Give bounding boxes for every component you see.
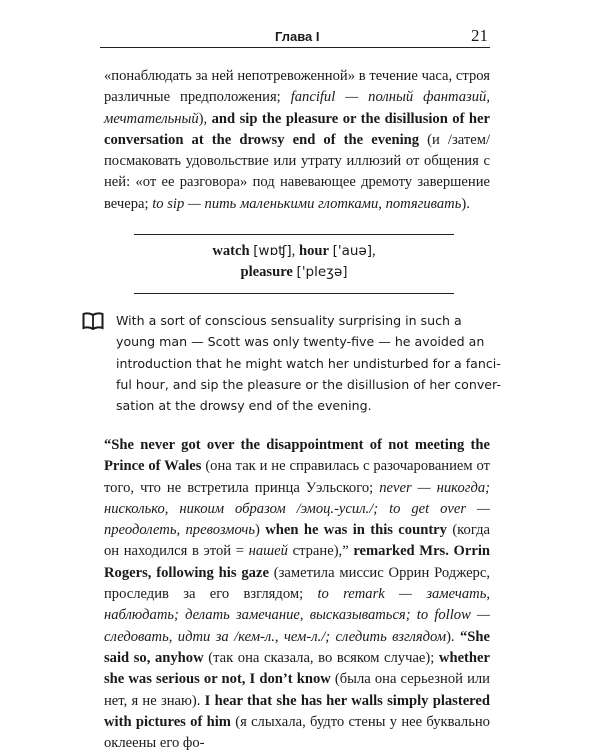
pron-word: pleasure [240, 264, 293, 280]
glossary-term: to remark — замечать, наблюдать; делать замечание, высказываться; to follow — следовать, идти за /кем-л., чем-л./; следить взглядом [104, 586, 490, 645]
text: (и /затем/ посмаковать удовольствие или утрату иллюзий от общения с ней: «от ее разговора» под навевающее дремоту завершение вечера; [104, 131, 490, 212]
source-phrase: and sip the pleasure or the disillusion of her conversation at the drowsy end of the evening [104, 110, 490, 148]
glossary-term: нашей [248, 543, 288, 560]
pronunciation-line: watch [wɒʧ], hour ['auə], [212, 243, 376, 259]
text: ), [198, 110, 212, 127]
pronunciation-rule-bottom [134, 293, 454, 294]
source-phrase: whether she was serious or not, I don’t know [104, 649, 490, 688]
pron-ipa: ['pleʒə] [296, 264, 348, 280]
page-number: 21 [471, 26, 488, 45]
chapter-title: Глава I [275, 29, 320, 44]
header-rule [100, 47, 490, 48]
text: ). [461, 195, 470, 212]
english-line: introduction that he might watch her undisturbed for a fanci- [116, 355, 501, 371]
pron-ipa: [wɒʧ] [253, 243, 292, 259]
glossary-term: never — никогда; нисколько, никоим образом /эмоц.-усил./; to get over — преодолеть, превозмочь [104, 479, 490, 539]
paragraph-commentary-1 [104, 66, 490, 215]
english-line: With a sort of conscious sensuality surprising in such a [116, 313, 462, 328]
pron-word: watch [212, 243, 250, 259]
pron-word: hour [298, 243, 329, 259]
glossary-term: fanciful — полный фантазий, мечтательный [104, 89, 490, 127]
paragraph-commentary-2: “She never got over the disappointment of not meeting the Prince of Wales (она так и не справилась с разочарованием от того, что не встретила принца Уэльского; never — никогда; нисколько, никоим образом /эмоц.-усил./; to get over — преодолеть, превозмочь) when he was in this country (когда он находился в этой = нашей стране),” remarked Mrs. Orrin Rogers, following his gaze (заметила миссис Оррин Роджерс, проследив за его взглядом; to remark — замечать, наблюдать; делать замечание, высказываться; to follow — следовать, идти за /кем-л., чем-л./; следить взглядом). “She said so, anyhow (так она сказала, во всяком случае); whether she was serious or not, I don’t know (была она серьезной или нет, я не знаю). I hear that she has her walls simply plastered with pictures of him (я слыхала, будто стены у нее буквально оклеены его фо- [104, 437, 491, 752]
english-original-text [116, 310, 501, 416]
source-phrase: remarked Mrs. Orrin Rogers, following his gaze [104, 543, 491, 581]
source-phrase: when he was in this country [265, 522, 447, 539]
source-phrase: “She never got over the disappointment of not meeting the Prince of Wales [104, 437, 490, 475]
pronunciation-box [134, 241, 454, 283]
english-line: ful hour, and sip the pleasure or the disillusion of her conver- [116, 376, 501, 392]
open-book-icon [82, 312, 104, 330]
pronunciation-line [134, 262, 454, 283]
glossary-term: to sip — пить маленькими глотками, потягивать [152, 195, 462, 212]
source-phrase: I hear that she has her walls simply plastered with pictures of him [104, 692, 490, 730]
english-line: sation at the drowsy end of the evening. [116, 398, 372, 414]
source-phrase: “She said so, anyhow [104, 628, 490, 666]
text: «понаблюдать за ней непотревоженной» в течение часа, строя различные предположения; [104, 68, 490, 106]
pronunciation-rule-top [134, 234, 454, 235]
page-header [100, 26, 490, 48]
english-line: young man — Scott was only twenty-five — he avoided an [116, 334, 485, 350]
pron-ipa: ['auə] [332, 243, 373, 259]
